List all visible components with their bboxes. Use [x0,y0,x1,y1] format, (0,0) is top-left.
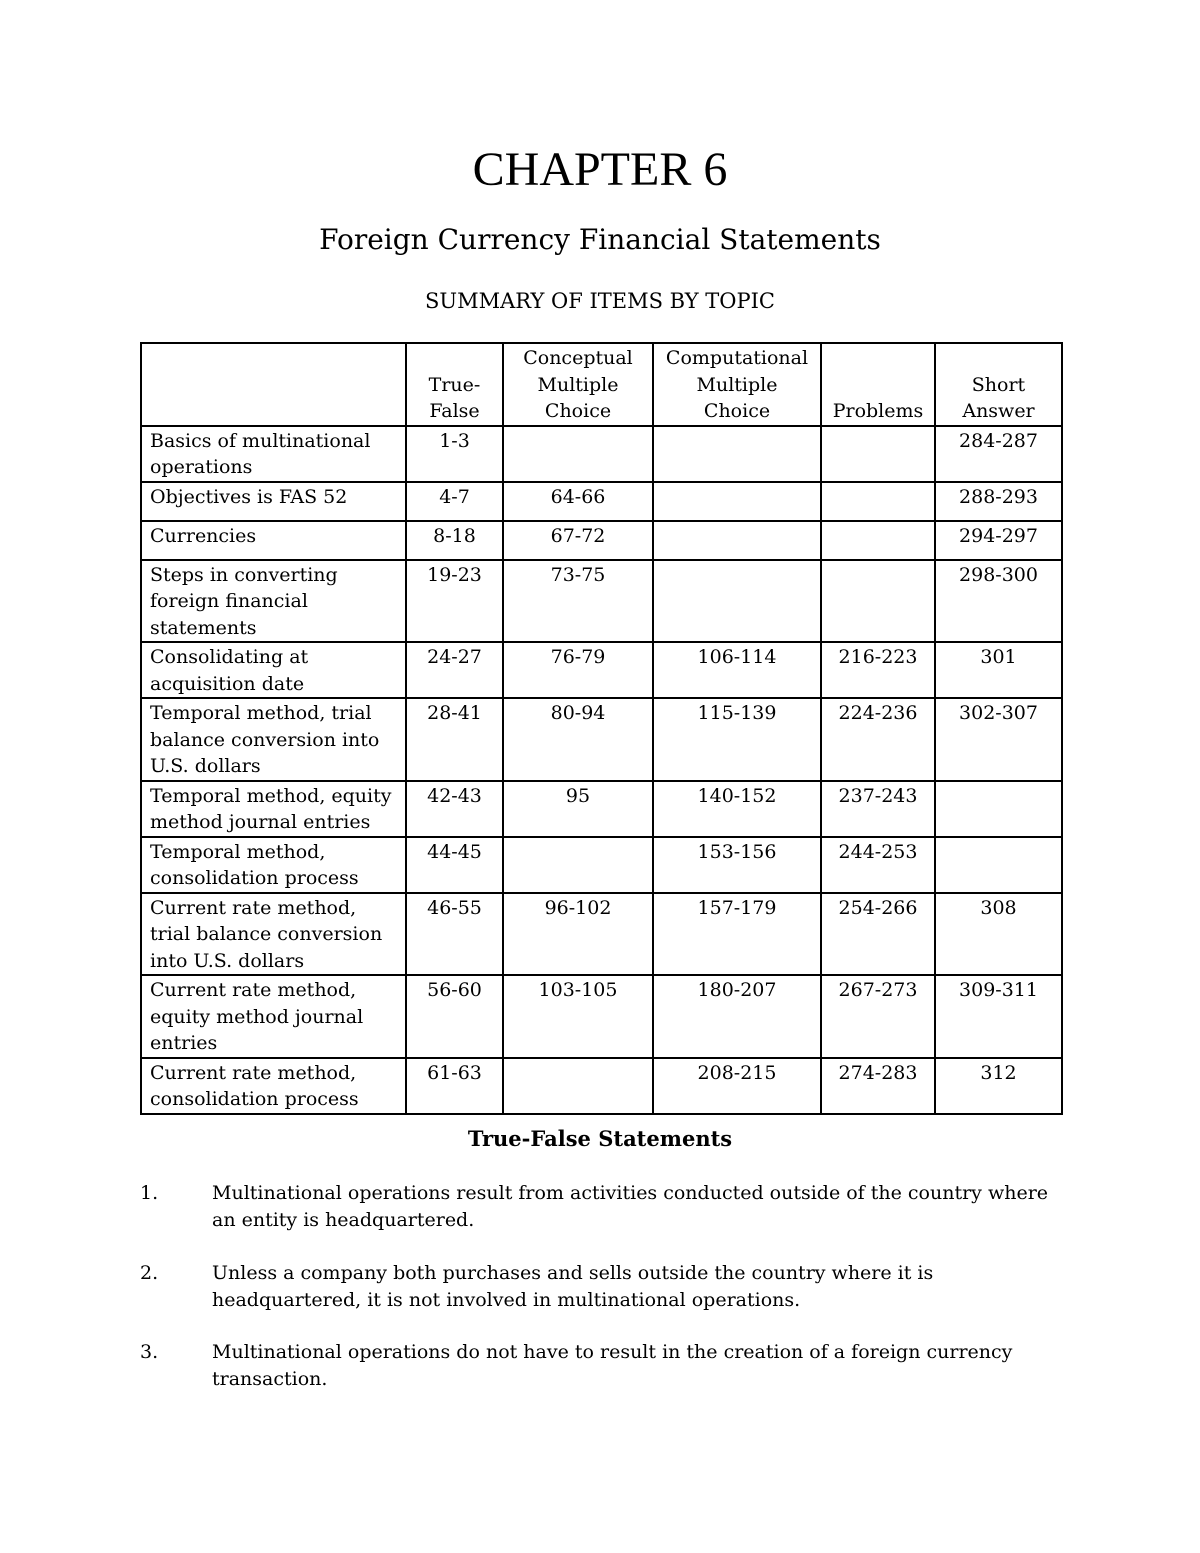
computational-mc-cell: 208-215 [653,1058,821,1114]
conceptual-mc-cell [503,426,653,482]
table-row [141,642,1062,698]
conceptual-mc-cell [503,1058,653,1114]
true-false-cell: 8-18 [406,521,503,560]
true-false-cell: 56-60 [406,975,503,1058]
table-row [141,698,1062,781]
computational-mc-cell: 180-207 [653,975,821,1058]
short-answer-cell: 294-297 [935,521,1062,560]
conceptual-mc-cell: 95 [503,781,653,837]
problems-cell [821,482,935,521]
conceptual-mc-cell: 96-102 [503,893,653,976]
topic-cell: Current rate method, trial balance conversion into U.S. dollars [141,893,406,976]
topic-cell: Current rate method, consolidation process [141,1058,406,1114]
computational-mc-cell [653,426,821,482]
true-false-cell: 24-27 [406,642,503,698]
conceptual-mc-cell: 80-94 [503,698,653,781]
statement-text: Multinational operations result from activities conducted outside of the country where an entity is headquartered. [212,1182,1049,1231]
table-row [141,837,1062,893]
short-answer-cell: 288-293 [935,482,1062,521]
chapter-subtitle: Foreign Currency Financial Statements [319,223,881,256]
short-answer-cell: 301 [935,642,1062,698]
true-false-cell: 42-43 [406,781,503,837]
computational-mc-cell: 157-179 [653,893,821,976]
problems-cell: 254-266 [821,893,935,976]
table-row [141,521,1062,560]
topic-cell: Temporal method, consolidation process [141,837,406,893]
short-answer-cell [935,837,1062,893]
problems-cell: 274-283 [821,1058,935,1114]
short-answer-cell: 308 [935,893,1062,976]
table-row [141,781,1062,837]
topic-cell: Currencies [141,521,406,560]
computational-mc-cell [653,482,821,521]
statement-number: 2. [140,1262,159,1284]
statement-number: 1. [140,1182,159,1204]
header-cell-problems: Problems [821,343,935,426]
computational-mc-cell: 153-156 [653,837,821,893]
computational-mc-cell [653,560,821,643]
true-false-cell: 44-45 [406,837,503,893]
true-false-heading: True-False Statements [467,1126,733,1151]
header-cell-true-false: True- False [406,343,503,426]
table-row [141,426,1062,482]
true-false-cell: 1-3 [406,426,503,482]
table-header-row [141,343,1062,426]
topic-cell: Steps in converting foreign financial statements [141,560,406,643]
topic-cell: Objectives is FAS 52 [141,482,406,521]
statement-number: 3. [140,1341,159,1363]
topic-cell: Consolidating at acquisition date [141,642,406,698]
short-answer-cell: 309-311 [935,975,1062,1058]
true-false-cell: 4-7 [406,482,503,521]
conceptual-mc-cell [503,837,653,893]
problems-cell: 244-253 [821,837,935,893]
problems-cell: 224-236 [821,698,935,781]
header-cell-conceptual-mc: Conceptual Multiple Choice [503,343,653,426]
table-row [141,1058,1062,1114]
topic-cell: Temporal method, trial balance conversion into U.S. dollars [141,698,406,781]
short-answer-cell: 298-300 [935,560,1062,643]
true-false-cell: 19-23 [406,560,503,643]
short-answer-cell: 284-287 [935,426,1062,482]
topic-cell: Current rate method, equity method journal entries [141,975,406,1058]
conceptual-mc-cell: 73-75 [503,560,653,643]
table-row [141,893,1062,976]
header-cell-topic [141,343,406,426]
short-answer-cell: 312 [935,1058,1062,1114]
conceptual-mc-cell: 103-105 [503,975,653,1058]
short-answer-cell: 302-307 [935,698,1062,781]
true-false-cell: 61-63 [406,1058,503,1114]
summary-heading: SUMMARY OF ITEMS BY TOPIC [425,289,775,313]
short-answer-cell [935,781,1062,837]
problems-cell: 267-273 [821,975,935,1058]
computational-mc-cell: 140-152 [653,781,821,837]
header-cell-short-answer: Short Answer [935,343,1062,426]
conceptual-mc-cell: 67-72 [503,521,653,560]
conceptual-mc-cell: 76-79 [503,642,653,698]
computational-mc-cell: 106-114 [653,642,821,698]
problems-cell [821,560,935,643]
summary-table [140,342,1063,1115]
conceptual-mc-cell: 64-66 [503,482,653,521]
true-false-cell: 28-41 [406,698,503,781]
statement-text: Multinational operations do not have to result in the creation of a foreign currency transaction. [212,1341,1013,1390]
topic-cell: Temporal method, equity method journal entries [141,781,406,837]
header-cell-computational-mc: Computational Multiple Choice [653,343,821,426]
chapter-title: CHAPTER 6 [472,143,728,196]
summary-table-body [141,343,1062,1114]
problems-cell [821,426,935,482]
statement-text: Unless a company both purchases and sells outside the country where it is headquartered, it is not involved in multinational operations. [212,1262,934,1311]
problems-cell: 216-223 [821,642,935,698]
problems-cell [821,521,935,560]
table-row [141,482,1062,521]
table-row [141,560,1062,643]
problems-cell: 237-243 [821,781,935,837]
topic-cell: Basics of multinational operations [141,426,406,482]
true-false-cell: 46-55 [406,893,503,976]
table-row [141,975,1062,1058]
computational-mc-cell [653,521,821,560]
computational-mc-cell: 115-139 [653,698,821,781]
